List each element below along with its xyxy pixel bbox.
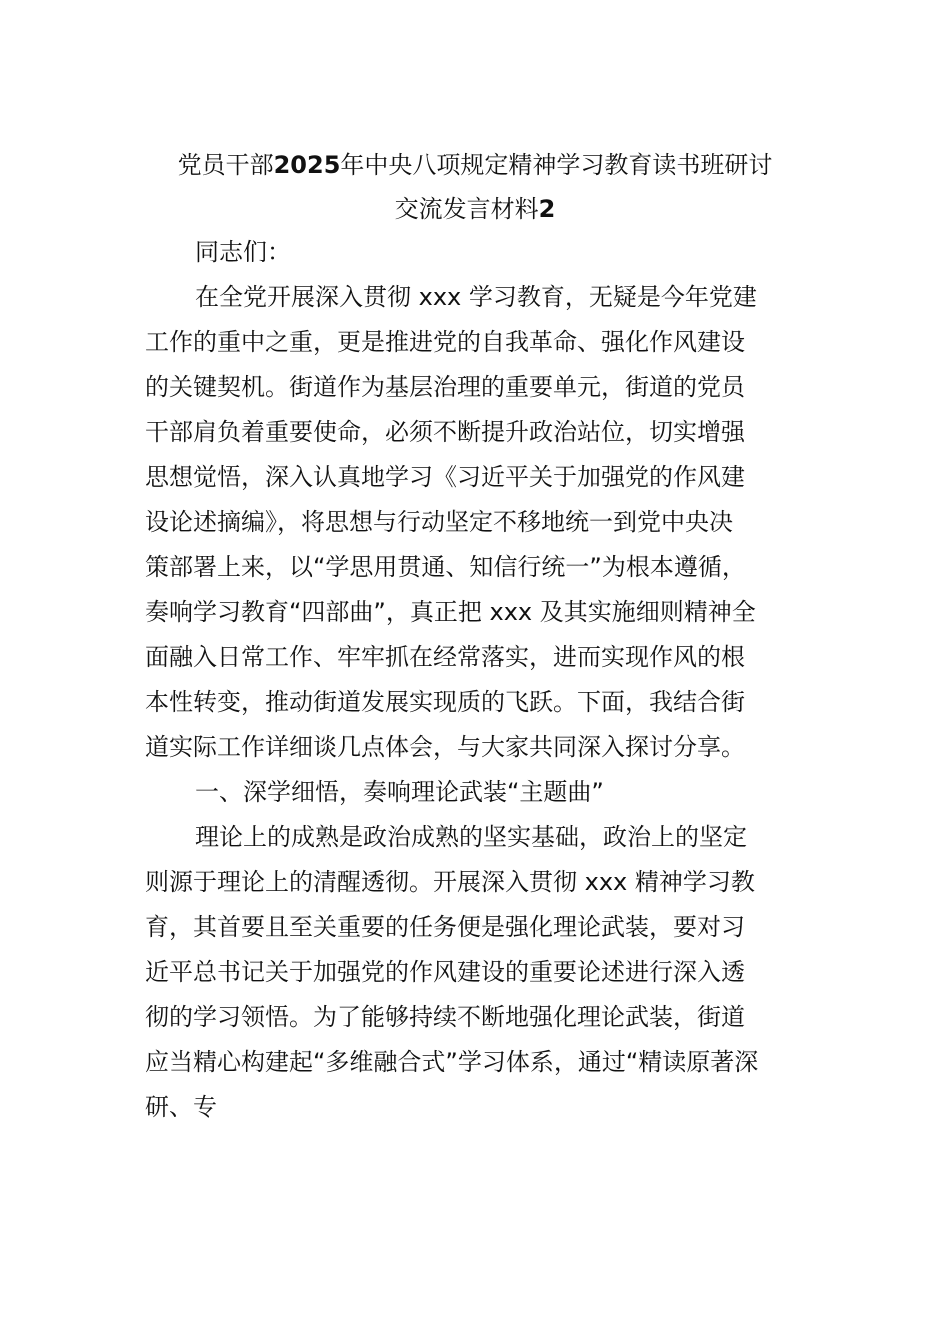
paragraph-1-line: 在全党开展深入贯彻 xxx 学习教育，无疑是今年党建 [195, 283, 757, 311]
paragraph-2-line: 理论上的成熟是政治成熟的坚实基础，政治上的坚定 [195, 823, 747, 851]
paragraph-2-line: 近平总书记关于加强党的作风建设的重要论述进行深入透 [145, 958, 745, 986]
paragraph-1-line: 道实际工作详细谈几点体会，与大家共同深入探讨分享。 [145, 733, 745, 761]
title-suffix: 年中央八项规定精神学习教育读书班研讨 [340, 151, 773, 179]
title-prefix: 党员干部 [177, 151, 274, 179]
paragraph-2-line: 则源于理论上的清醒透彻。开展深入贯彻 xxx 精神学习教 [145, 868, 755, 896]
document-body [145, 230, 810, 1130]
paragraph-1-line: 策部署上来，以“学思用贯通、知信行统一”为根本遵循， [145, 553, 746, 581]
paragraph-1-line: 奏响学习教育“四部曲”，真正把 xxx 及其实施细则精神全 [145, 598, 756, 626]
paragraph-1-line: 的关键契机。街道作为基层治理的重要单元，街道的党员 [145, 373, 745, 401]
section-heading-1: 一、深学细悟，奏响理论武装“主题曲” [195, 778, 604, 806]
paragraph-1-line: 思想觉悟，深入认真地学习《习近平关于加强党的作风建 [145, 463, 745, 491]
paragraph-1-line: 工作的重中之重，更是推进党的自我革命、强化作风建设 [145, 328, 745, 356]
paragraph-1-line: 本性转变，推动街道发展实现质的飞跃。下面，我结合街 [145, 688, 745, 716]
salutation: 同志们： [195, 238, 291, 266]
paragraph-2-line: 育，其首要且至关重要的任务便是强化理论武装，要对习 [145, 913, 745, 941]
title-line2-text: 交流发言材料 [394, 195, 539, 223]
paragraph-2-line: 应当精心构建起“多维融合式”学习体系，通过“精读原著深 [145, 1048, 759, 1076]
paragraph-1-line: 设论述摘编》，将思想与行动坚定不移地统一到党中央决 [145, 508, 733, 536]
paragraph-1-line: 干部肩负着重要使命，必须不断提升政治站位，切实增强 [145, 418, 745, 446]
paragraph-2-line: 彻的学习领悟。为了能够持续不断地强化理论武装，街道 [145, 1003, 745, 1031]
title-line-1 [145, 143, 805, 187]
paragraph-2-line: 研、专 [145, 1093, 217, 1121]
title-number: 2 [538, 195, 556, 223]
title-year: 2025 [273, 151, 341, 179]
paragraph-1-line: 面融入日常工作、牢牢抓在经常落实，进而实现作风的根 [145, 643, 745, 671]
title-line-2 [145, 187, 805, 231]
document-title [145, 143, 805, 231]
